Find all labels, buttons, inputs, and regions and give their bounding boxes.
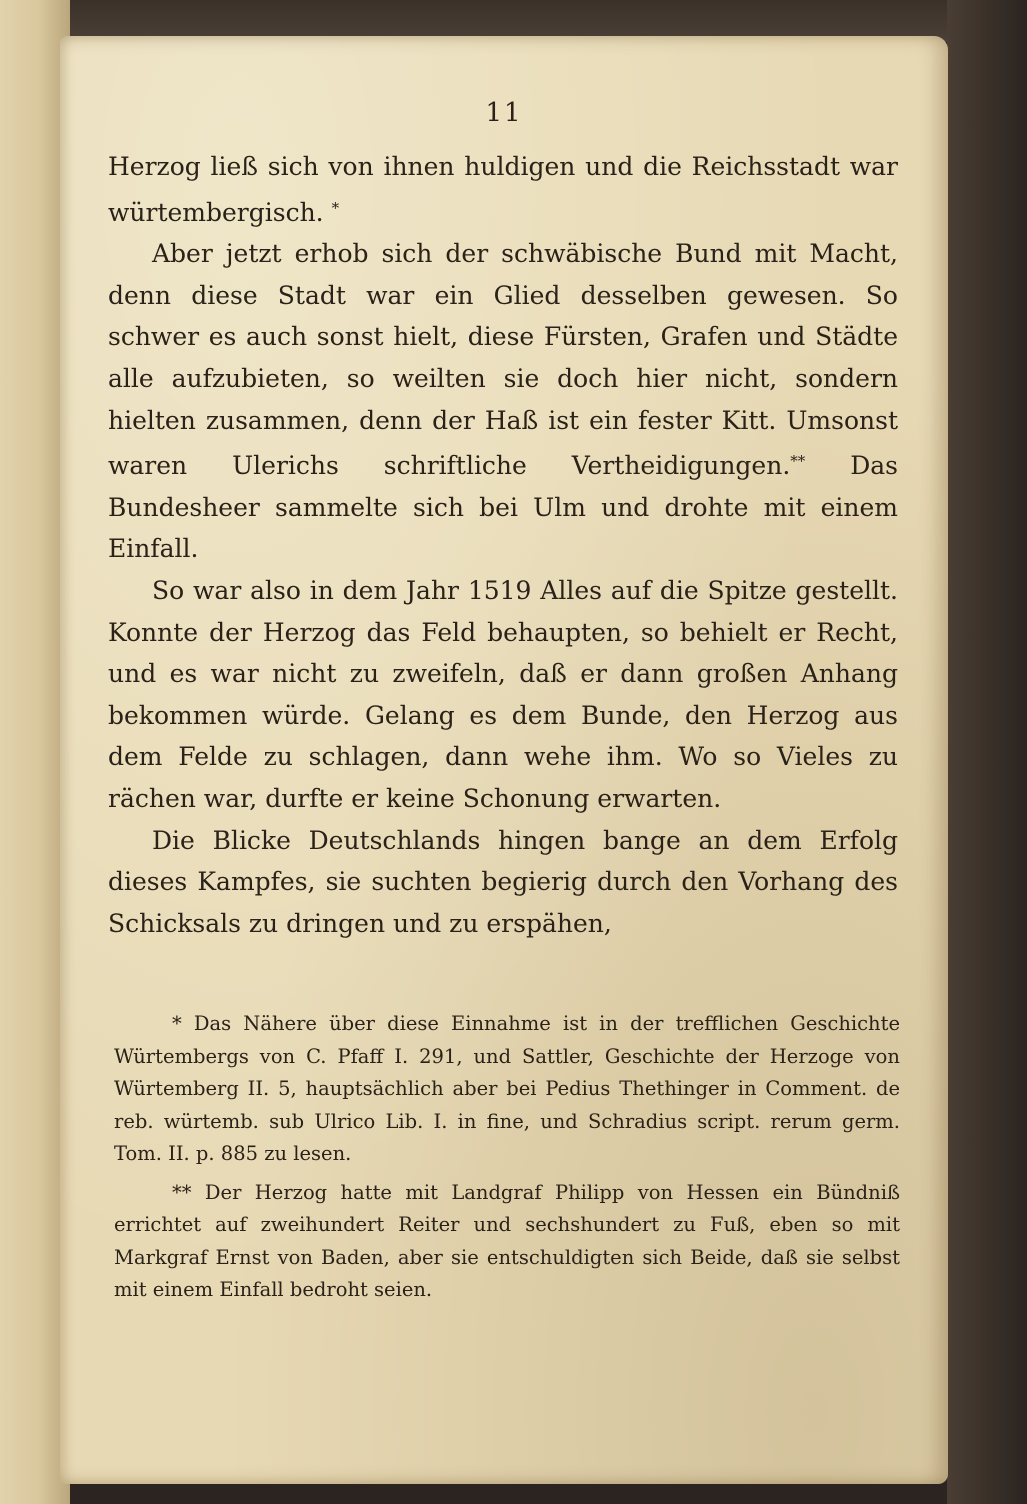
footnote-2: [114, 1177, 900, 1307]
footnotes: [114, 1008, 900, 1313]
main-text: [108, 146, 898, 944]
paragraph-text: Herzog ließ sich von ihnen huldigen und die Reichsstadt war würtembergisch.: [108, 152, 898, 227]
book-cover-right-edge: [947, 0, 1027, 1504]
footnote-ref: *: [331, 198, 340, 217]
paragraph-text: So war also in dem Jahr 1519 Alles auf die Spitze gestellt. Konnte der Herzog das Feld behaupten, so behielt er Recht, und es war nicht zu zweifeln, daß er dann großen Anhang bekommen würde. Gelang es dem Bunde, den Herzog aus dem Felde zu schlagen, dann wehe ihm. Wo so Vieles zu rächen war, durfte er keine Schonung erwarten.: [108, 575, 898, 813]
paragraph-text-continued: Das Bundesheer sammelte sich bei Ulm und drohte mit einem Einfall.: [108, 451, 898, 564]
page-number: 11: [485, 98, 523, 128]
paragraph-4: [108, 820, 898, 945]
paragraph-text: Aber jetzt erhob sich der schwäbische Bund mit Macht, denn diese Stadt war ein Glied desselben gewesen. So schwer es auch sonst hielt, diese Fürsten, Grafen und Städte alle aufzubieten, so weilten sie doch hier nicht, sondern hielten zusammen, denn der Haß ist ein fester Kitt. Umsonst waren Ulerichs schriftliche Vertheidigungen.: [108, 239, 898, 481]
footnote-marker: **: [172, 1180, 192, 1204]
footnote-ref: **: [790, 452, 806, 471]
footnote-text: Das Nähere über diese Einnahme ist in der trefflichen Geschichte Würtembergs von C. Pfaff I. 291, und Sattler, Geschichte der Herzoge von Würtemberg II. 5, hauptsächlich aber bei Pedius Thethinger in Comment. de reb. würtemb. sub Ulrico Lib. I. in fine, und Schradius script. rerum germ. Tom. II. p. 885 zu lesen.: [114, 1012, 900, 1165]
paragraph-text: Die Blicke Deutschlands hingen bange an dem Erfolg dieses Kampfes, sie suchten begierig durch den Vorhang des Schicksals zu dringen und zu erspähen,: [108, 825, 898, 938]
footnote-1: [114, 1008, 900, 1171]
footnote-text: Der Herzog hatte mit Landgraf Philipp von Hessen ein Bündniß errichtet auf zweihundert Reiter und sechshundert zu Fuß, eben so mit Markgraf Ernst von Baden, aber sie entschuldigten sich Beide, daß sie selbst mit einem Einfall bedroht seien.: [114, 1180, 900, 1301]
page: [60, 36, 948, 1484]
paragraph-3: [108, 570, 898, 820]
footnote-marker: *: [172, 1012, 182, 1035]
paragraph-1: [108, 146, 898, 233]
paragraph-2: [108, 233, 898, 570]
